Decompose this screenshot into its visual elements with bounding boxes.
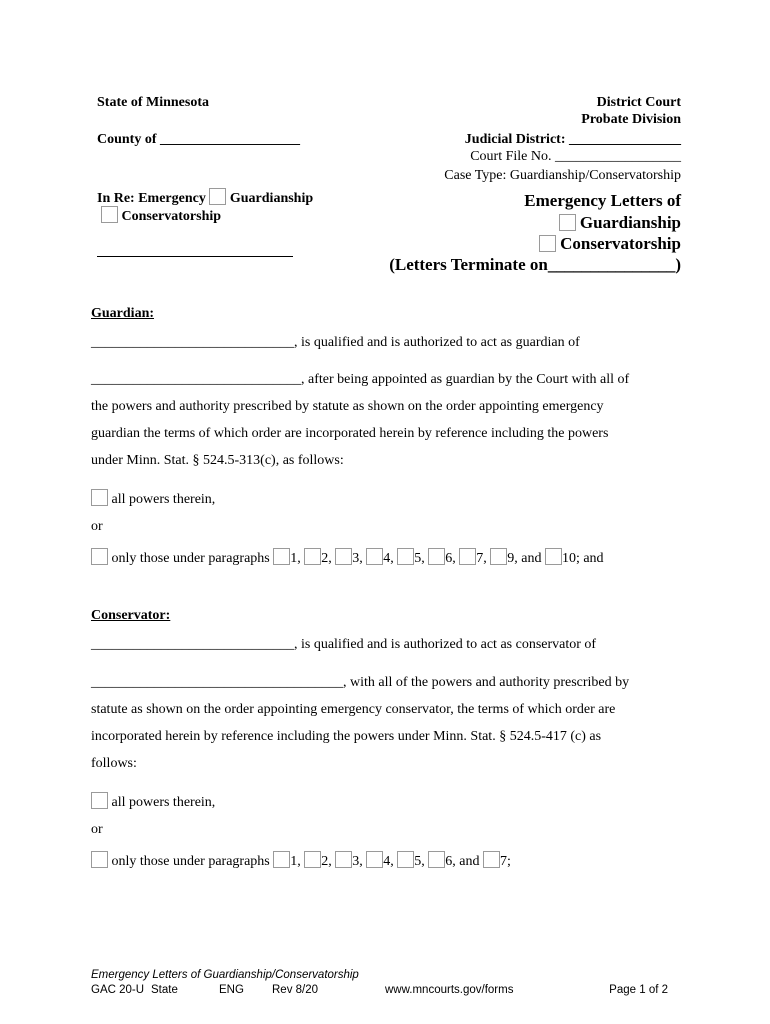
- conservator-para-label: 7;: [499, 854, 511, 869]
- in-re-guardianship-checkbox[interactable]: [209, 188, 226, 205]
- title-guardianship-label: Guardianship: [579, 213, 681, 232]
- conservator-all-powers-label: all powers therein,: [111, 795, 216, 810]
- title-conservatorship-checkbox[interactable]: [539, 235, 556, 252]
- conservator-only-those-option: [91, 851, 511, 870]
- conservator-only-those-checkbox[interactable]: [91, 851, 108, 868]
- guardian-only-those-label: only those under paragraphs: [111, 551, 270, 566]
- conservator-para-label: 1,: [290, 854, 301, 869]
- conservator-para-checkbox[interactable]: [366, 851, 383, 868]
- conservator-para-line: statute as shown on the order appointing emergency conservator, the terms of which order are: [91, 702, 616, 717]
- case-type-label: Case Type: Guardianship/Conservatorship: [444, 168, 681, 183]
- conservator-all-powers-checkbox[interactable]: [91, 792, 108, 809]
- guardian-para-checkbox[interactable]: [490, 548, 507, 565]
- footer-code: GAC 20-U: [91, 984, 145, 996]
- conservator-para-label: 2,: [321, 854, 332, 869]
- conservator-para-line[interactable]: ____________________________________, with all of the powers and authority prescribed by: [91, 675, 630, 690]
- guardian-all-powers-checkbox[interactable]: [91, 489, 108, 506]
- guardian-para-checkbox[interactable]: [335, 548, 352, 565]
- court-file-field[interactable]: Court File No. __________________: [470, 149, 681, 164]
- conservator-only-those-label: only those under paragraphs: [111, 854, 270, 869]
- guardian-para-checkbox[interactable]: [428, 548, 445, 565]
- respondent-name-line[interactable]: [97, 256, 293, 257]
- guardian-para-checkbox[interactable]: [545, 548, 562, 565]
- title-conservatorship-line: [539, 234, 681, 254]
- guardian-or-label: or: [91, 519, 103, 534]
- state-label: State of Minnesota: [97, 95, 209, 110]
- guardian-only-those-checkbox[interactable]: [91, 548, 108, 565]
- conservator-all-powers-option: [91, 792, 215, 811]
- guardian-para-line: under Minn. Stat. § 524.5-313(c), as follows:: [91, 453, 344, 468]
- guardian-para-line: the powers and authority prescribed by statute as shown on the order appointing emergency: [91, 399, 604, 414]
- guardian-para-label: 4,: [383, 551, 394, 566]
- judicial-district-field[interactable]: Judicial District: ________________: [464, 132, 681, 147]
- guardian-para-label: 2,: [321, 551, 332, 566]
- conservator-para-checkbox[interactable]: [335, 851, 352, 868]
- guardian-para-label: 5,: [414, 551, 425, 566]
- guardian-para-checkbox[interactable]: [304, 548, 321, 565]
- footer-website[interactable]: www.mncourts.gov/forms: [385, 984, 514, 996]
- guardian-para-label: 3,: [352, 551, 363, 566]
- guardian-all-powers-option: [91, 489, 215, 508]
- guardian-para-label: 1,: [290, 551, 301, 566]
- conservator-para-label: 4,: [383, 854, 394, 869]
- guardian-para-label: 10; and: [561, 551, 604, 566]
- conservator-para-checkbox[interactable]: [483, 851, 500, 868]
- title-guardianship-checkbox[interactable]: [559, 214, 576, 231]
- footer-jurisdiction: State: [151, 984, 178, 996]
- conservator-para-checkbox[interactable]: [428, 851, 445, 868]
- conservator-name-line[interactable]: _____________________________, is qualified and is authorized to act as conservator of: [91, 637, 597, 652]
- conservator-para-checkbox[interactable]: [304, 851, 321, 868]
- in-re-prefix: In Re: Emergency: [97, 191, 206, 206]
- guardian-para-label: 9, and: [507, 551, 542, 566]
- guardian-all-powers-label: all powers therein,: [111, 492, 216, 507]
- court-label: District Court: [596, 95, 681, 110]
- county-field[interactable]: County of ____________________: [97, 132, 301, 147]
- conservator-para-line: incorporated herein by reference including the powers under Minn. Stat. § 524.5-417 (c) as: [91, 729, 602, 744]
- in-re-conservatorship-checkbox[interactable]: [101, 206, 118, 223]
- conservator-para-label: 5,: [414, 854, 425, 869]
- in-re-conservatorship-label: Conservatorship: [121, 209, 222, 224]
- guardian-para-line: guardian the terms of which order are incorporated herein by reference including the powers: [91, 426, 609, 441]
- guardian-para-checkbox[interactable]: [273, 548, 290, 565]
- guardian-name-line[interactable]: _____________________________, is qualified and is authorized to act as guardian of: [91, 335, 580, 350]
- guardian-only-those-option: [91, 548, 604, 567]
- guardian-para-checkbox[interactable]: [397, 548, 414, 565]
- footer-form-title: Emergency Letters of Guardianship/Conservatorship: [91, 969, 359, 981]
- guardian-para-line[interactable]: ______________________________, after being appointed as guardian by the Court with all of: [91, 372, 630, 387]
- conservator-para-checkbox[interactable]: [397, 851, 414, 868]
- in-re-line-2: [101, 206, 221, 225]
- guardian-para-label: 7,: [476, 551, 487, 566]
- guardian-para-label: 6,: [445, 551, 456, 566]
- division-label: Probate Division: [581, 112, 681, 127]
- conservator-para-label: 6, and: [445, 854, 480, 869]
- guardian-para-checkbox[interactable]: [366, 548, 383, 565]
- footer-revision: Rev 8/20: [272, 984, 319, 996]
- guardian-paragraph: [91, 366, 691, 474]
- guardian-heading: Guardian:: [91, 306, 155, 321]
- conservator-heading: Conservator:: [91, 608, 171, 623]
- conservator-para-checkbox[interactable]: [273, 851, 290, 868]
- conservator-para-line: follows:: [91, 756, 137, 771]
- footer-language: ENG: [219, 984, 244, 996]
- footer-page-number: Page 1 of 2: [609, 984, 668, 996]
- guardian-para-checkbox[interactable]: [459, 548, 476, 565]
- title-line-1: Emergency Letters of: [524, 191, 681, 210]
- in-re-guardianship-label: Guardianship: [229, 191, 314, 206]
- title-guardianship-line: [559, 213, 681, 233]
- conservator-para-label: 3,: [352, 854, 363, 869]
- in-re-line: [97, 188, 313, 207]
- conservator-paragraph: [91, 669, 691, 777]
- title-conservatorship-label: Conservatorship: [560, 234, 681, 253]
- terminate-date-field[interactable]: (Letters Terminate on_______________): [389, 255, 681, 274]
- conservator-or-label: or: [91, 822, 103, 837]
